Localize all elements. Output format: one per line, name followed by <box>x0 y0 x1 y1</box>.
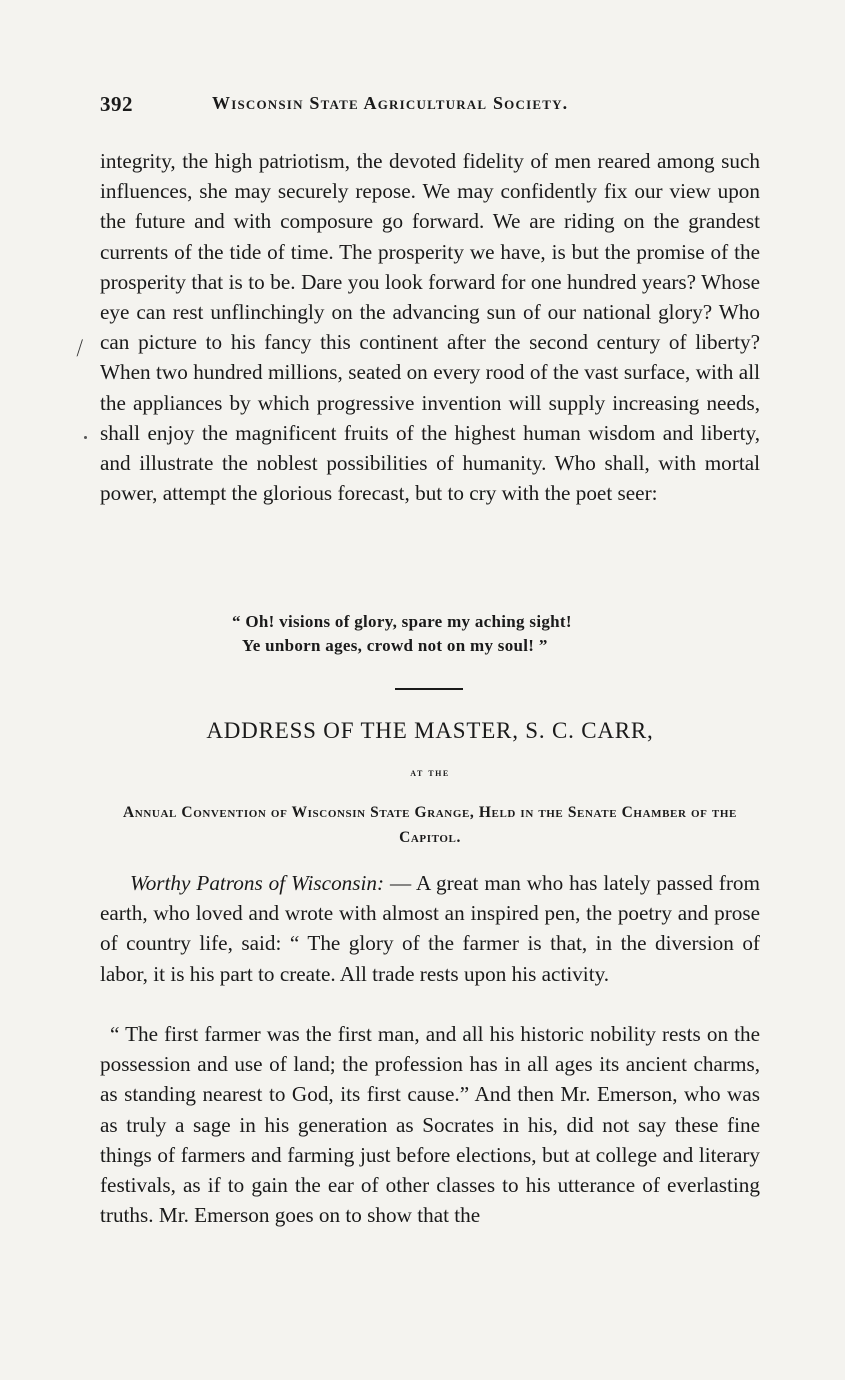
salutation: Worthy Patrons of Wisconsin: <box>130 871 385 895</box>
section-divider <box>395 688 463 690</box>
running-title: Wisconsin State Agricultural Society. <box>212 93 569 113</box>
running-head <box>100 92 760 122</box>
poem-quote <box>232 610 652 658</box>
address-at-the: at the <box>410 765 450 779</box>
address-heading: ADDRESS OF THE MASTER, S. C. CARR, <box>206 718 654 743</box>
quote-line-2: Ye unborn ages, crowd not on my soul! ” <box>242 636 548 655</box>
page-number: 392 <box>100 92 133 116</box>
paragraph-opening <box>100 868 760 989</box>
paragraph-opening-text: — A great man who has lately passed from earth, who loved and wrote with almost an inspired pen, the poetry and prose of country life, said: “ The glory of the farmer is that, in the diversion of labor, it is his part to create. All trade rests upon his activity. <box>100 871 760 986</box>
paragraph-emerson: “ The first farmer was the first man, and all his historic nobility rests on the possession and use of land; the profession has in all ages its ancient charms, as standing nearest to God, its first cause.” And then Mr. Emerson, who was as truly a sage in his generation as Socrates in his, did not say these fine things of farmers and farming just before elections, but at college and literary festivals, as if to gain the ear of other classes to his utterance of everlasting truths. Mr. Emerson goes on to show that the <box>100 1022 760 1228</box>
paragraph-continuation: integrity, the high patriotism, the devoted fidelity of men reared among such influences, she may securely repose. We may confidently fix our view upon the future and with composure go forward. We are riding on the grandest currents of the tide of time. The prosperity we have, is but the promise of the prosperity that is to be. Dare you look forward for one hundred years? Whose eye can rest unflinchingly on the advancing sun of our national glory? Who can picture to his fancy this continent after the second century of liberty? When two hundred millions, seated on every rood of the vast surface, with all the appliances by which progressive invention will supply increasing needs, shall enjoy the magnificent fruits of the highest human wisdom and liberty, and illustrate the noblest possibilities of humanity. Who shall, with mortal power, attempt the glorious forecast, but to cry with the poet seer: <box>100 149 760 506</box>
margin-pencil-mark: ⁄ <box>74 335 86 360</box>
margin-dot <box>84 436 87 439</box>
quote-line-1: “ Oh! visions of glory, spare my aching sight! <box>232 612 572 631</box>
address-subheading: Annual Convention of Wisconsin State Grange, Held in the Senate Chamber of the Capitol. <box>123 804 737 846</box>
